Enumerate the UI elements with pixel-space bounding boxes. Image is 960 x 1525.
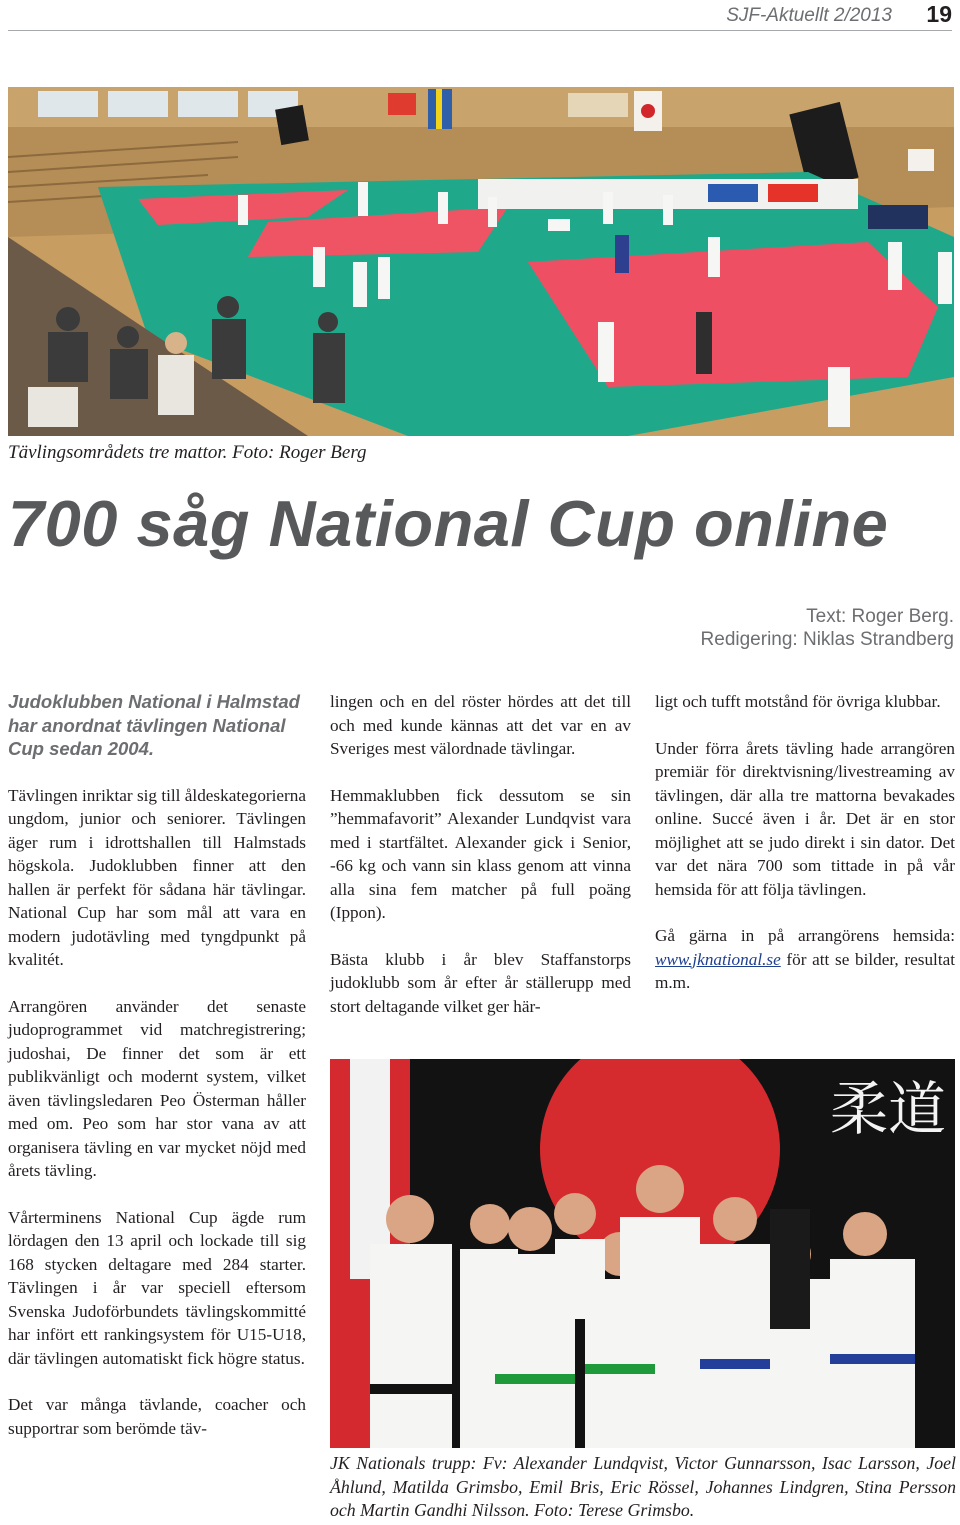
team-photo xyxy=(330,1059,955,1448)
team-illustration xyxy=(330,1059,955,1448)
paragraph: Under förra årets tävling hade arrangören premiär för direktvisning/livestreaming av tävlingen, där alla tre mattorna bevakades online. Succé även i år. Det är en stor möjlighet att se judo direkt i sin dator. Det var det nära 700 som tittade in på vår hemsida för att följa tävlingen. xyxy=(655,738,955,899)
paragraph: Det var många tävlande, coacher och supportrar som berömde täv- xyxy=(8,1395,306,1438)
article-column-2 xyxy=(330,690,631,1041)
top-photo-caption: Tävlingsområdets tre mattor. Foto: Roger Berg xyxy=(8,442,367,463)
header-rule xyxy=(8,30,952,31)
editor-credit: Redigering: Niklas Strandberg xyxy=(700,629,954,650)
paragraph: Tävlingen inriktar sig till åldeskategorierna ungdom, junior och seniorer. Tävlingen äger rum i idrottshallen till Halmstads högskola. Judoklubben finner att den hallen är perfekt för sådana här tävlingar. National Cup har som mål att vara en modern judotävling med tyngdpunkt på kvalitét. xyxy=(8,785,306,969)
hall-illustration xyxy=(8,87,954,436)
paragraph: Bästa klubb i år blev Staffanstorps judoklubb som år efter år ställerupp med stort deltagande vilket ger här- xyxy=(330,949,631,1016)
paragraph: lingen och en del röster hördes att det till och med kunde kännas att det var en av Sveriges mest välordnade tävlingar. xyxy=(330,692,631,758)
paragraph: Hemmaklubben fick dessutom se sin ”hemmafavorit” Alexander Lundqvist vara med i startfältet. Alexander gick i Senior, -66 kg och vann sin klass genom att vinna alla sina fem matcher på full poäng (Ippon). xyxy=(330,785,631,922)
link-intro: Gå gärna in på arrangörens hemsida: xyxy=(655,926,955,945)
team-photo-caption: JK Nationals trupp: Fv: Alexander Lundqvist, Victor Gunnarsson, Isac Larsson, Joel Åhlund, Matilda Grimsbo, Emil Bris, Eric Rössel, Johannes Lindgren, Stina Persson och Martin Gandhi Nilsson. Foto: Terese Grimsbo. xyxy=(330,1453,956,1520)
banner-glyph: 柔道 xyxy=(830,1075,947,1143)
author-credit: Text: Roger Berg. xyxy=(806,606,954,627)
magazine-issue: SJF-Aktuellt 2/2013 xyxy=(726,5,892,26)
paragraph: Vårterminens National Cup ägde rum lördagen den 13 april och lockade till sig 168 stycken deltagare med 284 starter. Tävlingen i år var speciell eftersom Svenska Judoförbundets tävlingskommitté har infört ett rankingsystem för U15-U18, där tävlingen automatiskt fick högre status. xyxy=(8,1207,306,1368)
competition-hall-photo xyxy=(8,87,954,436)
article-title: 700 såg National Cup online xyxy=(8,487,889,560)
page-number: 19 xyxy=(926,1,952,27)
article-column-1 xyxy=(8,690,306,1463)
article-column-3 xyxy=(655,690,955,1018)
paragraph: Arrangören använder det senaste judoprogrammet vid matchregistrering; judoshai, De finner det som är ett publikvänligt och modernt system, vilket även tävlingsledaren Peo Österman håller med om. Peo som har stor vana av att organisera tävling en var mycket nöjd med årets tävling. xyxy=(8,996,306,1180)
paragraph xyxy=(655,924,955,995)
article-lead: Judoklubben National i Halmstad har anordnat tävlingen National Cup sedan 2004. xyxy=(8,691,300,759)
link-outro: för att se bilder, resultat m.m. xyxy=(655,949,955,992)
paragraph: ligt och tufft motstånd för övriga klubbar. xyxy=(655,692,941,711)
website-link[interactable]: www.jknational.se xyxy=(655,949,781,969)
